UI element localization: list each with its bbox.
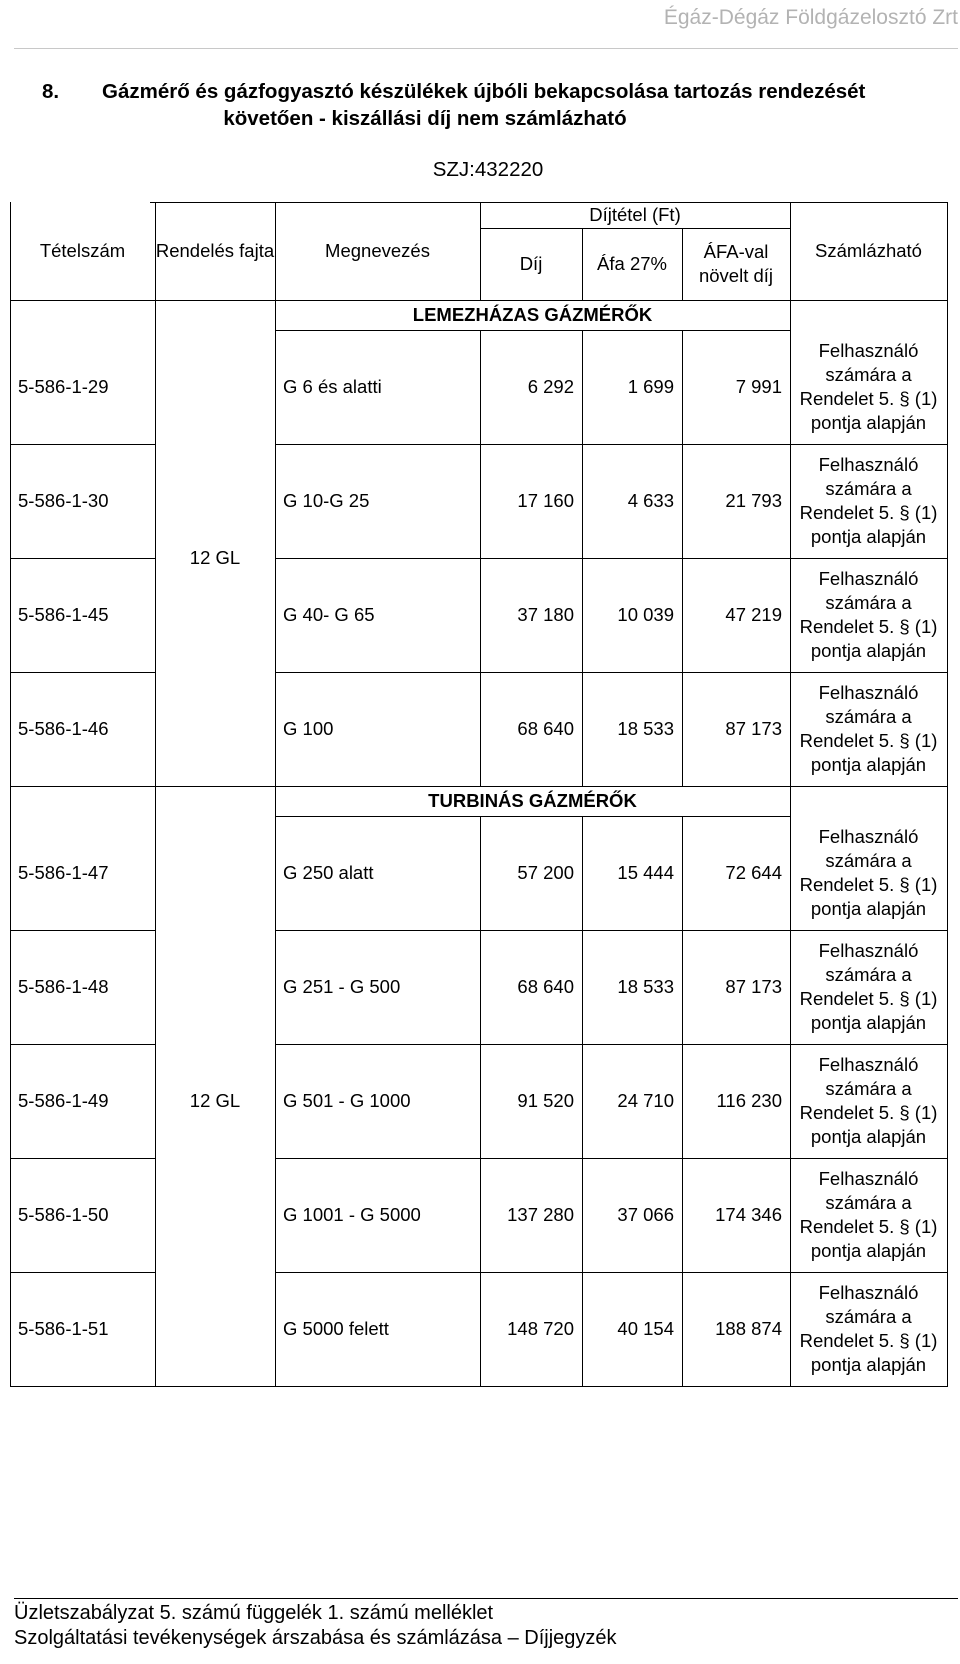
row-afaval: 116 230 <box>716 1090 782 1111</box>
table-rule <box>947 300 948 786</box>
row-tetelszam: 5-586-1-51 <box>18 1318 109 1339</box>
section-title-line2: követően - kiszállási díj nem számlázható <box>223 107 627 130</box>
row-szamlazhato: Felhasználó számára a Rendelet 5. § (1) pontja alapján <box>799 940 938 1033</box>
row-afa: 40 154 <box>617 1318 674 1339</box>
row-afa: 18 533 <box>617 976 674 997</box>
table-rule <box>275 202 276 300</box>
company-header: Égáz-Dégáz Földgázelosztó Zrt <box>663 6 958 29</box>
table-rule <box>947 786 948 1386</box>
row-tetelszam: 5-586-1-30 <box>18 490 109 511</box>
row-afa: 4 633 <box>627 490 674 511</box>
row-dij: 137 280 <box>507 1204 574 1225</box>
row-tetelszam: 5-586-1-49 <box>18 1090 109 1111</box>
row-szamlazhato: Felhasználó számára a Rendelet 5. § (1) pontja alapján <box>799 1168 938 1261</box>
header-tetelszam: Tételszám <box>39 240 126 261</box>
table-top-rule <box>150 202 948 203</box>
row-afa: 15 444 <box>617 862 674 883</box>
group-label: TURBINÁS GÁZMÉRŐK <box>428 790 637 811</box>
table-rule <box>275 786 276 1386</box>
row-megnevezes: G 501 - G 1000 <box>283 1090 411 1111</box>
table-rule <box>947 202 948 300</box>
row-afaval: 87 173 <box>725 718 782 739</box>
table-rule <box>155 300 156 786</box>
row-afaval: 188 874 <box>715 1318 782 1339</box>
row-dij: 17 160 <box>517 490 574 511</box>
header-megnevezes: Megnevezés <box>325 240 430 261</box>
row-afaval: 47 219 <box>725 604 782 625</box>
footer-line1: Üzletszabályzat 5. számú függelék 1. számú melléklet <box>14 1602 494 1624</box>
table-rule <box>582 228 583 300</box>
row-tetelszam: 5-586-1-50 <box>18 1204 109 1225</box>
section-title-line1: Gázmérő és gázfogyasztó készülékek újbóli bekapcsolása tartozás rendezését <box>102 80 866 103</box>
header-szamlazhato: Számlázható <box>815 240 922 261</box>
section-number: 8. <box>42 80 60 103</box>
row-afa: 24 710 <box>617 1090 674 1111</box>
row-megnevezes: G 251 - G 500 <box>283 976 401 997</box>
row-dij: 37 180 <box>517 604 574 625</box>
row-megnevezes: G 100 <box>283 718 334 739</box>
group-bottom-rule <box>10 1386 948 1387</box>
table-rule <box>790 202 791 300</box>
row-szamlazhato: Felhasználó számára a Rendelet 5. § (1) pontja alapján <box>799 1054 938 1147</box>
row-dij: 91 520 <box>517 1090 574 1111</box>
row-tetelszam: 5-586-1-46 <box>18 718 109 739</box>
group-rendeles: 12 GL <box>189 547 241 568</box>
row-dij: 68 640 <box>517 976 574 997</box>
row-szamlazhato: Felhasználó számára a Rendelet 5. § (1) pontja alapján <box>799 568 938 661</box>
table-rule <box>10 300 11 786</box>
table-rule <box>480 816 481 1386</box>
row-tetelszam: 5-586-1-48 <box>18 976 109 997</box>
row-afaval: 87 173 <box>725 976 782 997</box>
row-afaval: 174 346 <box>715 1204 782 1225</box>
row-szamlazhato: Felhasználó számára a Rendelet 5. § (1) pontja alapján <box>799 1282 938 1375</box>
table-rule <box>480 330 481 786</box>
table-rule <box>582 816 583 1386</box>
row-dij: 6 292 <box>527 376 574 397</box>
row-szamlazhato: Felhasználó számára a Rendelet 5. § (1) pontja alapján <box>799 340 938 433</box>
row-megnevezes: G 6 és alatti <box>283 376 382 397</box>
footer-line2: Szolgáltatási tevékenységek árszabása és számlázása – Díjjegyzék <box>14 1627 617 1649</box>
table-rule <box>10 786 11 1386</box>
table-rule <box>582 330 583 786</box>
group-label: LEMEZHÁZAS GÁZMÉRŐK <box>412 304 653 325</box>
header-afa: Áfa 27% <box>597 253 667 274</box>
header-dijtetel: Díjtétel (Ft) <box>589 204 681 225</box>
row-tetelszam: 5-586-1-47 <box>18 862 109 883</box>
table-rule <box>10 202 11 300</box>
row-afa: 37 066 <box>617 1204 674 1225</box>
table-rule <box>790 786 791 1386</box>
row-megnevezes: G 10-G 25 <box>283 490 370 511</box>
row-afa: 1 699 <box>627 376 674 397</box>
group-rendeles: 12 GL <box>189 1090 241 1111</box>
row-dij: 148 720 <box>507 1318 574 1339</box>
row-afa: 18 533 <box>617 718 674 739</box>
row-afaval: 21 793 <box>725 490 782 511</box>
header-rendeles: Rendelés fajta <box>155 240 275 261</box>
row-dij: 57 200 <box>517 862 574 883</box>
dijtetel-rule <box>480 228 791 229</box>
row-szamlazhato: Felhasználó számára a Rendelet 5. § (1) pontja alapján <box>799 454 938 547</box>
row-megnevezes: G 5000 felett <box>283 1318 389 1339</box>
row-tetelszam: 5-586-1-29 <box>18 376 109 397</box>
table-rule <box>682 816 683 1386</box>
row-afa: 10 039 <box>617 604 674 625</box>
table-rule <box>682 228 683 300</box>
row-dij: 68 640 <box>517 718 574 739</box>
header-dij: Díj <box>519 253 543 274</box>
row-megnevezes: G 1001 - G 5000 <box>283 1204 421 1225</box>
table-rule <box>275 300 276 786</box>
row-szamlazhato: Felhasználó számára a Rendelet 5. § (1) pontja alapján <box>799 826 938 919</box>
row-szamlazhato: Felhasználó számára a Rendelet 5. § (1) pontja alapján <box>799 682 938 775</box>
price-table <box>10 202 947 1454</box>
row-megnevezes: G 40- G 65 <box>283 604 375 625</box>
row-afaval: 72 644 <box>725 862 782 883</box>
footer-divider <box>14 1598 958 1599</box>
row-megnevezes: G 250 alatt <box>283 862 374 883</box>
table-rule <box>790 300 791 786</box>
szj-code: SZJ:432220 <box>432 158 544 181</box>
row-afaval: 7 991 <box>735 376 782 397</box>
row-tetelszam: 5-586-1-45 <box>18 604 109 625</box>
header-divider <box>14 48 958 49</box>
table-rule <box>155 786 156 1386</box>
header-afaval: ÁFA-val növelt díj <box>698 241 774 286</box>
table-rule <box>682 330 683 786</box>
table-rule <box>480 202 481 300</box>
table-rule <box>155 202 156 300</box>
